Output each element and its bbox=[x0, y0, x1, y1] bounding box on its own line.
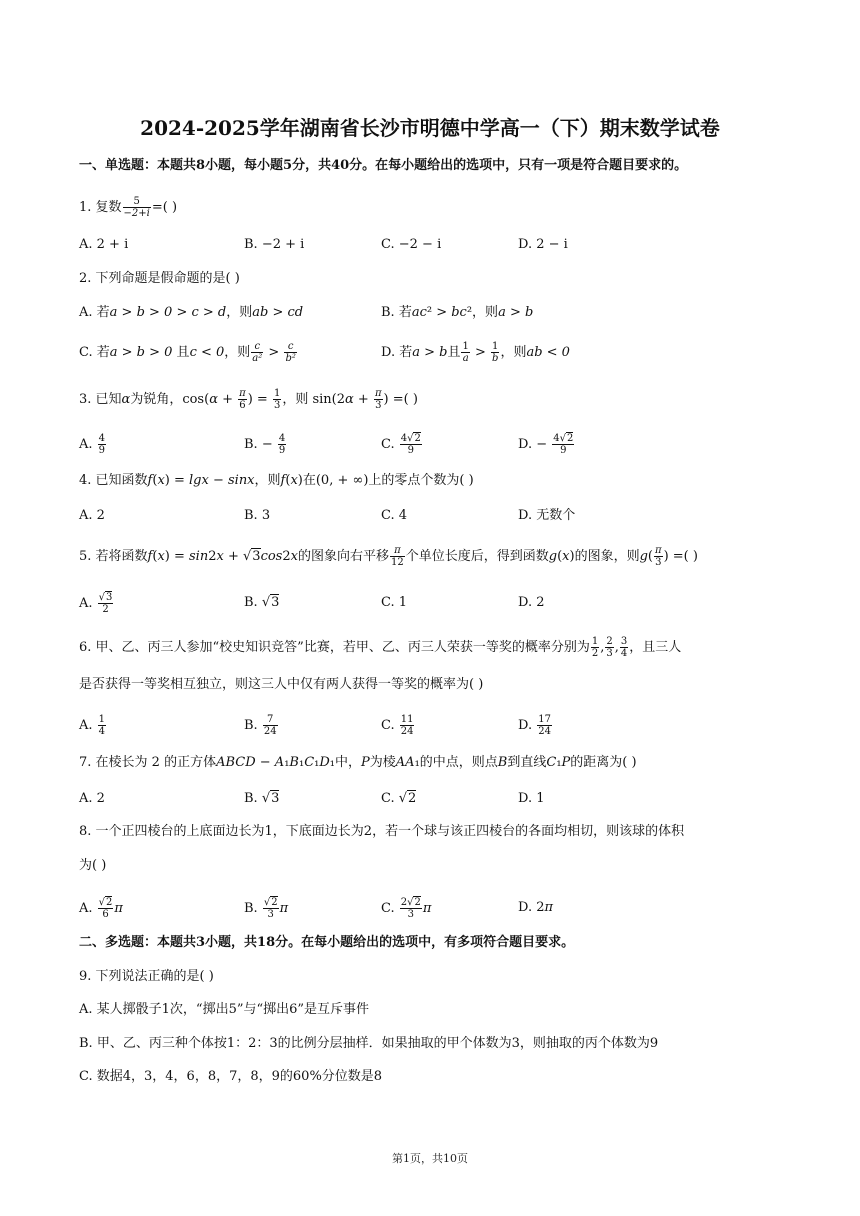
question-4-stem: 4. 已知函数f(x) = lgx − sinx，则f(x)在(0, + ∞)上的零点个数为( ) bbox=[79, 473, 474, 488]
question-9-stem: 9. 下列说法正确的是( ) bbox=[79, 969, 214, 984]
q7-option-c: C. √2 bbox=[381, 791, 417, 806]
q2-option-b: B. 若ac² > bc²，则a > b bbox=[381, 305, 534, 320]
q9-option-a: A. 某人掷骰子1次，“掷出5”与“掷出6”是互斥事件 bbox=[79, 1002, 370, 1017]
q1-option-d: D. 2 − i bbox=[518, 237, 568, 252]
section-single-choice: 一、单选题：本题共8小题，每小题5分，共40分。在每小题给出的选项中，只有一项是符合题目要求的。 bbox=[79, 158, 688, 173]
section-multiple-choice: 二、多选题：本题共3小题，共18分。在每小题给出的选项中，有多项符合题目要求。 bbox=[79, 935, 575, 950]
q4-option-c: C. 4 bbox=[381, 508, 408, 523]
q3-option-b: B. − $\frac{4}{9}$ bbox=[244, 433, 286, 456]
q3-option-c: C. $\frac{4√2}{9}$ bbox=[381, 433, 421, 456]
q8-option-c: C. $\frac{2√2}{3}$ π bbox=[381, 897, 432, 920]
question-1-stem: 1. 复数 $\frac{5}{-2+i}$ =( ) bbox=[79, 196, 178, 219]
question-3-stem: 3. 已知α为锐角，cos(α + $\frac{\pi}{6}$ ) = $\frac{1}{3}$ ，则 sin(2α + $\frac{\pi}{3}$ ) =( ) bbox=[79, 388, 418, 411]
q7-option-a: A. 2 bbox=[79, 791, 105, 806]
q6-option-b: B. $\frac{7}{24}$ bbox=[244, 714, 277, 737]
page-title: 2024-2025学年湖南省长沙市明德中学高一（下）期末数学试卷 bbox=[140, 116, 720, 140]
q4-option-d: D. 无数个 bbox=[518, 508, 576, 523]
q7-option-d: D. 1 bbox=[518, 791, 545, 806]
q2-option-d: D. 若a > b且 $\frac{1}{a}$ > $\frac{1}{b}$ ，则ab < 0 bbox=[381, 341, 570, 364]
q2-option-a: A. 若a > b > 0 > c > d，则ab > cd bbox=[79, 305, 304, 320]
q5-option-d: D. 2 bbox=[518, 595, 545, 610]
q6-option-a: A. $\frac{1}{4}$ bbox=[79, 714, 106, 737]
q4-option-b: B. 3 bbox=[244, 508, 271, 523]
q8-option-a: A. $\frac{√2}{6}$ π bbox=[79, 897, 123, 920]
q1-option-b: B. −2 + i bbox=[244, 237, 305, 252]
question-6-stem-line2: 是否获得一等奖相互独立，则这三人中仅有两人获得一等奖的概率为( ) bbox=[79, 677, 484, 692]
q6-option-d: D. $\frac{17}{24}$ bbox=[518, 714, 551, 737]
q5-option-c: C. 1 bbox=[381, 595, 408, 610]
q1-option-c: C. −2 − i bbox=[381, 237, 442, 252]
q9-option-c: C. 数据4，3，4，6，8，7，8，9的60%分位数是8 bbox=[79, 1069, 383, 1084]
q1-option-a: A. 2 + i bbox=[79, 237, 129, 252]
q7-option-b: B. √3 bbox=[244, 791, 280, 806]
question-7-stem: 7. 在棱长为 2 的正方体ABCD − A₁B₁C₁D₁中，P为棱AA₁的中点，则点B到直线C₁P的距离为( ) bbox=[79, 755, 637, 770]
q6-option-c: C. $\frac{11}{24}$ bbox=[381, 714, 414, 737]
q5-option-a: A. $\frac{√3}{2}$ bbox=[79, 592, 113, 615]
page-footer: 第1页，共10页 bbox=[392, 1152, 468, 1165]
question-8-stem-line1: 8. 一个正四棱台的上底面边长为1，下底面边长为2，若一个球与该正四棱台的各面均相切，则该球的体积 bbox=[79, 824, 685, 839]
q3-option-d: D. − $\frac{4√2}{9}$ bbox=[518, 433, 574, 456]
question-5-stem: 5. 若将函数f(x) = sin2x + √3cos2x的图象向右平移 $\frac{\pi}{12}$ 个单位长度后，得到函数g(x)的图象，则g( $\frac{\pi}{3}$ ) =( ) bbox=[79, 545, 698, 568]
q8-option-d: D. 2π bbox=[518, 900, 554, 915]
question-2-stem: 2. 下列命题是假命题的是( ) bbox=[79, 271, 240, 286]
q8-option-b: B. $\frac{√2}{3}$ π bbox=[244, 897, 289, 920]
question-8-stem-line2: 为( ) bbox=[79, 858, 107, 873]
q4-option-a: A. 2 bbox=[79, 508, 105, 523]
q2-option-c: C. 若a > b > 0 且c < 0，则 $\frac{c}{\text{a²}}$ > $\frac{c}{\text{b²}}$ bbox=[79, 341, 296, 364]
q9-option-b: B. 甲、乙、丙三种个体按1：2：3的比例分层抽样．如果抽取的甲个体数为3，则抽取的丙个体数为9 bbox=[79, 1036, 659, 1051]
q5-option-b: B. √3 bbox=[244, 595, 280, 610]
question-6-stem-line1: 6. 甲、乙、丙三人参加“校史知识竞答”比赛，若甲、乙、丙三人荣获一等奖的概率分别为 $\frac{1}{2}$ , $\frac{2}{3}$ , $\frac{3}{4}$ ，且三人 bbox=[79, 636, 682, 659]
q3-option-a: A. $\frac{4}{9}$ bbox=[79, 433, 106, 456]
